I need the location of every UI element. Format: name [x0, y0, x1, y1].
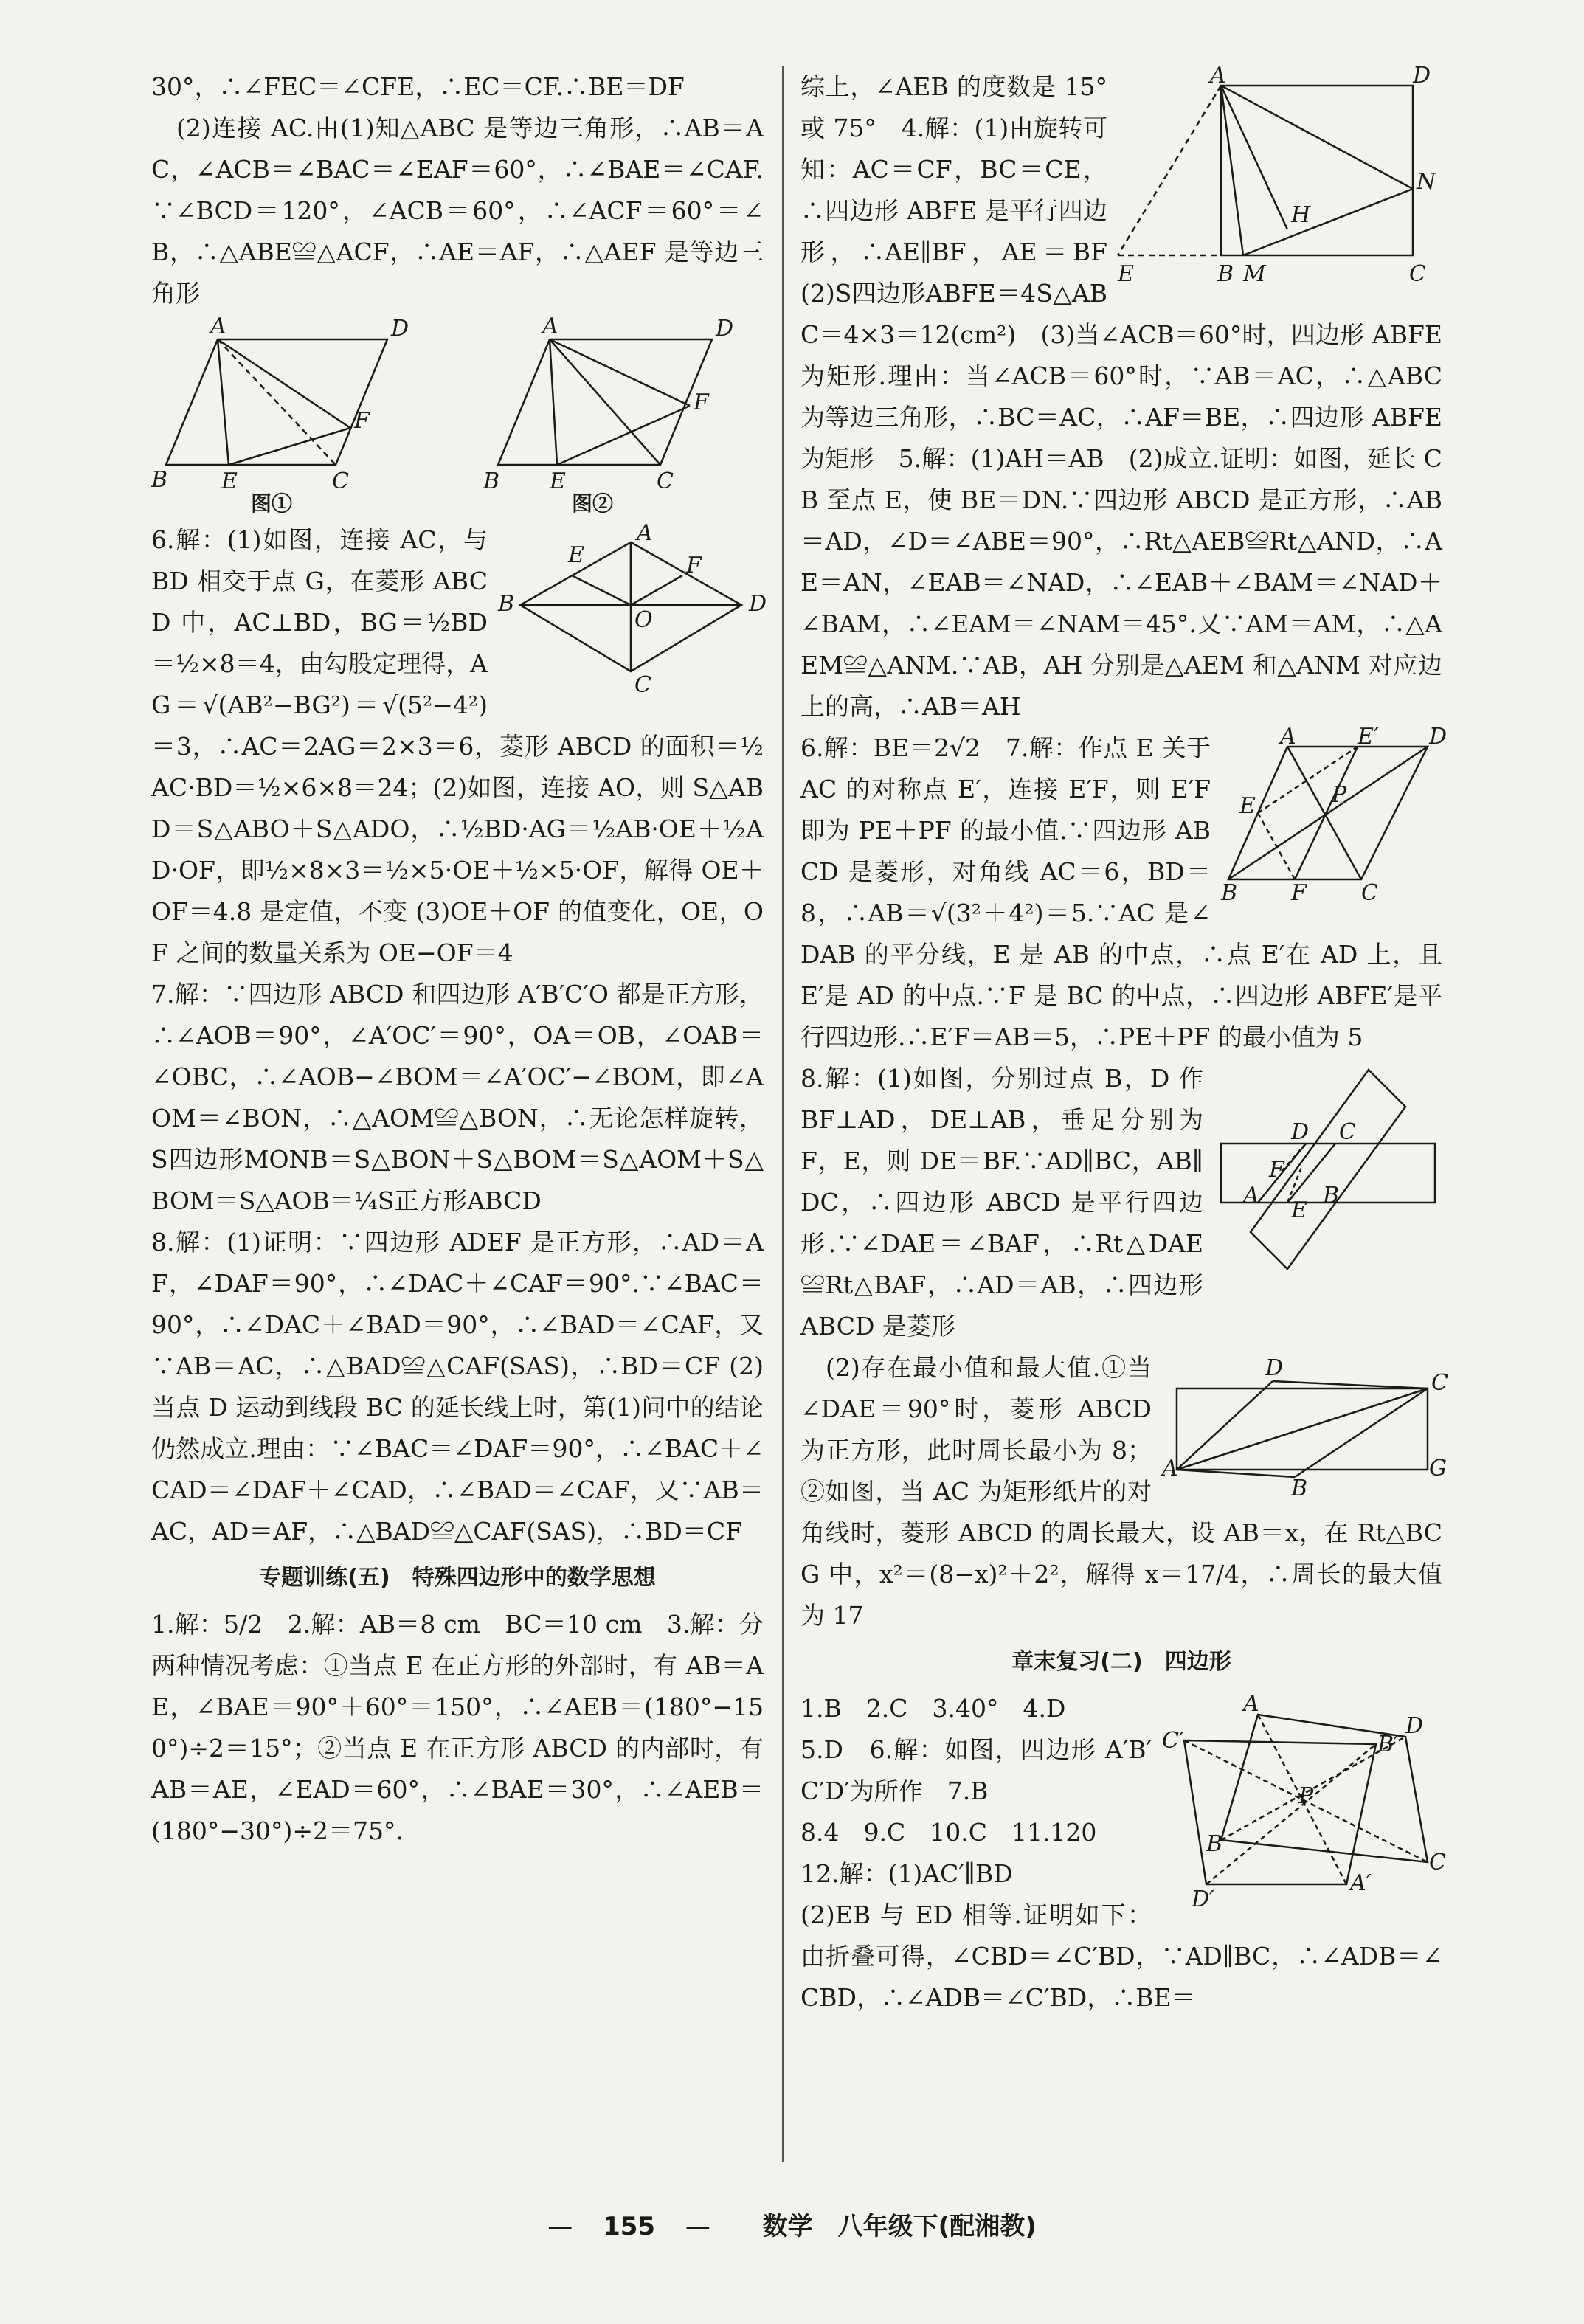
svg-text:A′: A′ [1350, 1870, 1372, 1896]
figure-rect-rhombus [1162, 1352, 1448, 1501]
review-answers-1-4: 1.B 2.C 3.40° 4.D [800, 1694, 1066, 1723]
svg-text:C: C [1339, 1119, 1356, 1145]
left-column [151, 66, 767, 1852]
answer-6: 6.解：(1)如图，连接 AC，与 BD 相交于点 G，在菱形 ABCD 中，AC⊥BD，BG＝½BD＝½×8＝4，由勾股定理得，AG＝√(AB²−BG²)＝√(5²−4²)＝3，∴AC＝2AG＝2×3＝6，菱形 ABCD 的面积＝½AC·BD＝½×6×8＝24；(2)如图，连接 AO，则 S△ABD＝S△ABO＋S△ADO，∴½BD·AG＝½AB·OE＋½AD·OF，即½×8×3＝½×5·OE＋½×5·OF，解得 OE＋OF＝4.8 是定值，不变 (3)OE＋OF 的值变化，OE，OF 之间的数量关系为 OE−OF＝4 [151, 525, 764, 967]
page-footer [0, 2206, 1584, 2242]
figure-2 [498, 339, 712, 465]
svg-text:N: N [1417, 169, 1436, 195]
svg-text:C: C [657, 468, 674, 494]
svg-text:D: D [1429, 724, 1448, 750]
svg-text:F: F [686, 553, 702, 578]
svg-text:D: D [1405, 1713, 1424, 1739]
svg-text:A: A [542, 314, 558, 339]
svg-text:C′: C′ [1162, 1728, 1184, 1754]
svg-text:D: D [1265, 1355, 1284, 1381]
svg-text:H: H [1291, 202, 1311, 228]
right-column [800, 63, 1448, 2019]
figure-rhombus-bd [498, 520, 767, 698]
svg-text:E: E [550, 468, 566, 494]
section-heading-5: 专题训练(五) 特殊四边形中的数学思想 [259, 1565, 656, 1591]
svg-text:M: M [1243, 261, 1266, 287]
svg-text:P: P [1298, 1783, 1314, 1809]
figure-rhombus-pair [151, 314, 764, 516]
svg-text:C: C [332, 468, 349, 494]
svg-text:B: B [1323, 1183, 1340, 1208]
svg-text:A: A [637, 520, 653, 546]
svg-text:D: D [1291, 1119, 1310, 1145]
figure-rhombus-efp [1221, 724, 1448, 906]
svg-text:D: D [749, 591, 767, 617]
svg-text:B: B [1221, 880, 1238, 906]
svg-text:G: G [1429, 1456, 1447, 1481]
svg-text:E: E [568, 542, 584, 568]
svg-text:C: C [1431, 1370, 1448, 1396]
figure-caption-2: 图② [572, 491, 614, 516]
book-subject: 数学 八年级下(配湘教) [762, 2212, 1037, 2241]
svg-text:B: B [1217, 261, 1234, 287]
svg-text:D: D [716, 316, 734, 342]
svg-text:B′: B′ [1377, 1732, 1399, 1757]
svg-text:C: C [1429, 1850, 1446, 1875]
svg-text:F: F [1269, 1157, 1284, 1183]
column-divider [782, 66, 784, 2162]
svg-text:A: A [1243, 1183, 1259, 1208]
svg-text:F: F [354, 408, 370, 434]
answers-6-7: 6.解：BE＝2√2 7.解：作点 E 关于 AC 的对称点 E′，连接 E′F，则 E′F 即为 PE＋PF 的最小值.∵四边形 ABCD 是菱形，对角线 AC＝6，BD＝8，∴AB＝√(3²＋4²)＝5.∵AC 是∠DAB 的平分线，E 是 AB 的中点，∴点 E′在 AD 上，且 E′是 AD 的中点.∵F 是 BC 的中点，∴四边形 ABFE′是平行四边形.∴E′F＝AB＝5，∴PE＋PF 的最小值为 5 [800, 733, 1442, 1051]
answer-8-part1: 8.解：(1)如图，分别过点 B，D 作 BF⊥AD，DE⊥AB，垂足分别为 F，E，则 DE＝BF.∵AD∥BC，AB∥DC，∴四边形 ABCD 是平行四边形.∵∠DAE＝∠BAF，∴Rt△DAE≌Rt△BAF，∴AD＝AB，∴四边形 ABCD 是菱形 [800, 1064, 1203, 1341]
svg-text:E: E [1291, 1197, 1307, 1223]
footer-dash-left: — [547, 2212, 573, 2241]
answers-4-5: 综上，∠AEB 的度数是 15°或 75° 4.解：(1)由旋转可知：AC＝CF，BC＝CE，∴四边形 ABFE 是平行四边形，∴AE∥BF，AE＝BF (2)S四边形ABFE＝4S△ABC＝4×3＝12(cm²) (3)当∠ACB＝60°时，四边形 ABFE 为矩形.理由：当∠ACB＝60°时，∵AB＝AC，∴△ABC 为等边三角形，∴BC＝AC，∴AF＝BE，∴四边形 ABFE 为矩形 5.解：(1)AH＝AB (2)成立.证明：如图，延长 CB 至点 E，使 BE＝DN.∵四边形 ABCD 是正方形，∴AB＝AD，∠D＝∠ABE＝90°，∴Rt△AEB≌Rt△AND，∴AE＝AN，∠EAB＝∠NAD，∴∠EAB＋∠BAM＝∠NAD＋∠BAM，∴∠EAM＝∠NAM＝45°.又∵AM＝AM，∴△AEM≌△ANM.∵AB，AH 分别是△AEM 和△ANM 对应边上的高，∴AB＝AH [800, 72, 1442, 721]
figure-square-abcd [1118, 63, 1442, 292]
svg-text:E′: E′ [1358, 724, 1379, 750]
svg-text:C: C [1409, 261, 1426, 287]
svg-text:A: A [1210, 63, 1226, 89]
svg-text:A: A [1162, 1456, 1178, 1481]
answer-7: 7.解：∵四边形 ABCD 和四边形 A′B′C′O 都是正方形，∴∠AOB＝90°，∠A′OC′＝90°，OA＝OB，∠OAB＝∠OBC，∴∠AOB−∠BOM＝∠A′OC′−∠BOM，即∠AOM＝∠BON，∴△AOM≌△BON，∴无论怎样旋转，S四边形MONB＝S△BON＋S△BOM＝S△AOM＋S△BOM＝S△AOB＝¼S正方形ABCD [151, 980, 764, 1215]
svg-text:A: A [1243, 1691, 1259, 1717]
svg-text:O: O [634, 607, 653, 633]
svg-text:B: B [151, 467, 168, 493]
review-answers-8-11: 8.4 9.C 10.C 11.120 [800, 1818, 1097, 1847]
svg-text:C: C [1361, 880, 1378, 906]
section-heading-review: 章末复习(二) 四边形 [1011, 1649, 1231, 1675]
svg-text:A: A [210, 314, 226, 339]
svg-text:D: D [1413, 63, 1431, 89]
review-answers-5-7: 5.D 6.解：如图，四边形 A′B′C′D′为所作 7.B [800, 1735, 1152, 1805]
svg-text:B: B [498, 591, 515, 617]
svg-text:B: B [1291, 1476, 1308, 1501]
svg-text:C: C [634, 672, 651, 698]
svg-text:E: E [221, 468, 238, 494]
answer-8-part2: (2)存在最小值和最大值.①当∠DAE＝90°时，菱形 ABCD 为正方形，此时周长最小为 8；②如图，当 AC 为矩形纸片的对角线时，菱形 ABCD 的周长最大，设 AB＝x，在 Rt△BCG 中，x²＝(8−x)²＋2²，解得 x＝17/4，∴周长的最大值为 17 [800, 1353, 1442, 1630]
figure-crossed-strips [1214, 1062, 1442, 1284]
answers-special-1-3: 1.解：5/2 2.解：AB＝8 cm BC＝10 cm 3.解：分两种情况考虑：①当点 E 在正方形的外部时，有 AB＝AE，∠BAE＝90°＋60°＝150°，∴∠AEB＝(180°−150°)÷2＝15°；②当点 E 在正方形 ABCD 的内部时，有 AB＝AE，∠EAD＝60°，∴∠BAE＝30°，∴∠AEB＝(180°−30°)÷2＝75°. [151, 1610, 764, 1845]
svg-text:F: F [694, 390, 709, 415]
svg-text:D: D [391, 316, 409, 342]
page-number: 155 [603, 2212, 656, 2241]
svg-text:D′: D′ [1192, 1886, 1214, 1912]
svg-text:F: F [1291, 880, 1307, 906]
answer-5-end: 30°，∴∠FEC＝∠CFE，∴EC＝CF.∴BE＝DF [151, 72, 685, 101]
svg-text:E: E [1118, 261, 1134, 287]
figure-1 [166, 339, 387, 465]
review-answer-12-part1: 12.解：(1)AC′∥BD [800, 1859, 1013, 1888]
svg-text:A: A [1280, 724, 1296, 750]
review-answer-12-part2: (2)EB 与 ED 相等.证明如下：由折叠可得，∠CBD＝∠C′BD，∵AD∥BC，∴∠ADB＝∠CBD，∴∠ADB＝∠C′BD，∴BE＝ [800, 1901, 1442, 2012]
svg-text:E: E [1239, 793, 1256, 819]
svg-text:P: P [1332, 782, 1347, 808]
svg-text:B: B [483, 468, 500, 494]
svg-text:B: B [1206, 1831, 1223, 1857]
figure-caption-1: 图① [251, 491, 293, 516]
footer-dash-right: — [685, 2212, 710, 2241]
answer-8: 8.解：(1)证明：∵四边形 ADEF 是正方形，∴AD＝AF，∠DAF＝90°，∴∠DAC＋∠CAF＝90°.∵∠BAC＝90°，∴∠DAC＋∠BAD＝90°，∴∠BAD＝∠CAF，又∵AB＝AC，∴△BAD≌△CAF(SAS)，∴BD＝CF (2)当点 D 运动到线段 BC 的延长线上时，第(1)问中的结论仍然成立.理由：∵∠BAC＝∠DAF＝90°，∴∠BAC＋∠CAD＝∠DAF＋∠CAD，∴∠BAD＝∠CAF，又∵AB＝AC，AD＝AF，∴△BAD≌△CAF(SAS)，∴BD＝CF [151, 1228, 764, 1546]
figure-rotated-square [1162, 1691, 1446, 1914]
answer-5-part2: (2)连接 AC.由(1)知△ABC 是等边三角形，∴AB＝AC，∠ACB＝∠BAC＝∠EAF＝60°，∴∠BAE＝∠CAF.∵∠BCD＝120°，∠ACB＝60°，∴∠ACF＝60°＝∠B，∴△ABE≌△ACF，∴AE＝AF，∴△AEF 是等边三角形 [151, 114, 764, 308]
